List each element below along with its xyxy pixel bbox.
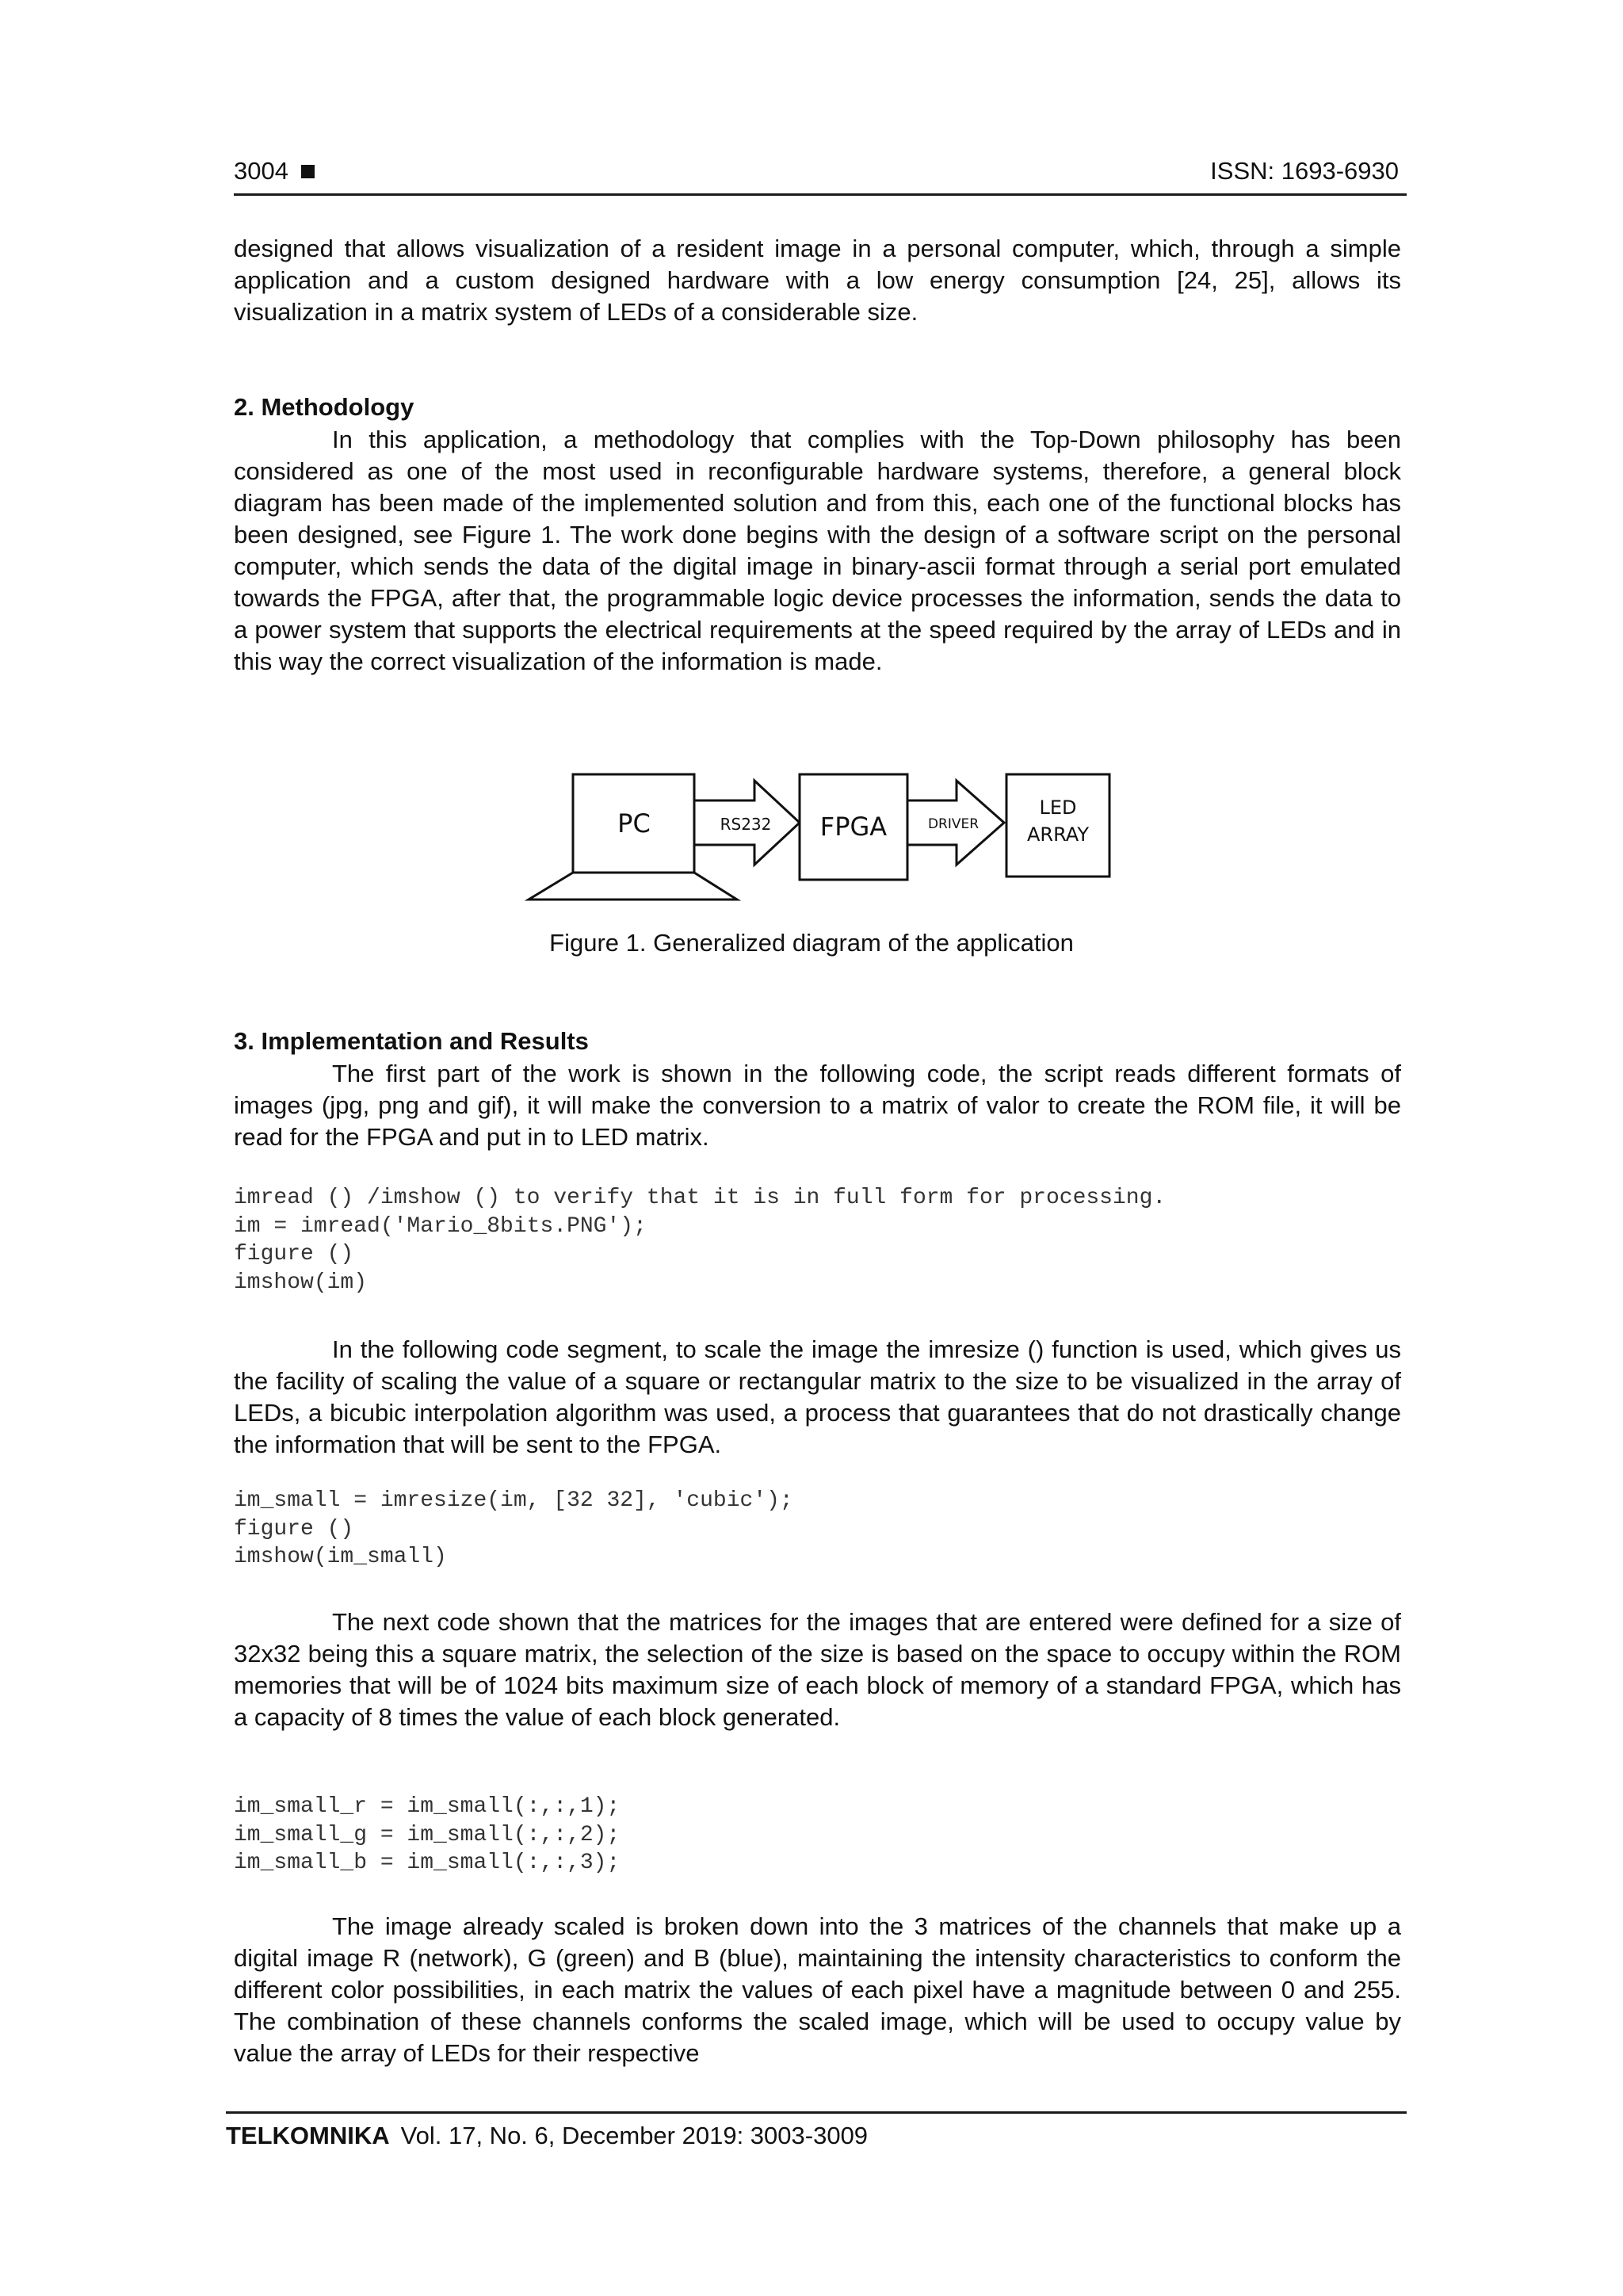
rs232-label: RS232 — [720, 815, 772, 834]
page-number: 3004 — [234, 157, 315, 185]
code-block-2 — [234, 1487, 1423, 1572]
led-label-line2: ARRAY — [1026, 823, 1090, 846]
implementation-paragraph-3: The next code shown that the matrices for the images that are entered were defined for a size of 32x32 being this a square matrix, the selection of the size is based on the space to occupy within the ROM memories that will be of 1024 bits maximum size of each block of memory of a standard FPGA, which has a capacity of 8 times the value of each block generated. — [234, 1608, 1401, 1731]
journal-name: TELKOMNIKA — [226, 2122, 390, 2149]
figure-1-caption: Figure 1. Generalized diagram of the application — [549, 929, 1074, 957]
issn: ISSN: 1693-6930 — [1210, 157, 1399, 185]
implementation-paragraph-2: In the following code segment, to scale the image the imresize () function is used, which gives us the facility of scaling the value of a square or rectangular matrix to the size to be visualized in the array of LEDs, a bicubic interpolation algorithm was used, a process that guarantees that do not drastically change the information that will be sent to the FPGA. — [234, 1335, 1401, 1458]
code-line: im_small_g = im_small(:,:,2); — [234, 1822, 621, 1847]
code-line: im = imread('Mario_8bits.PNG'); — [234, 1213, 647, 1239]
code-line: im_small_r = im_small(:,:,1); — [234, 1794, 621, 1819]
code-block-1 — [234, 1184, 1423, 1297]
code-line: figure () — [234, 1242, 354, 1266]
driver-label: DRIVER — [927, 816, 980, 832]
implementation-paragraph-4: The image already scaled is broken down into the 3 matrices of the channels that make up a digital image R (network), G (green) and B (blue), maintaining the intensity characteristics to conform the different color possibilities, in each matrix the values of each pixel have a magnitude between 0 and 255. The combination of these channels conforms the scaled image, which will be used to occupy value by value the array of LEDs for their respective — [234, 1912, 1401, 2067]
intro-paragraph: designed that allows visualization of a resident image in a personal computer, which, through a simple application and a custom designed hardware with a low energy consumption [24, 25], allows its visualization in a matrix system of LEDs of a considerable size. — [234, 235, 1401, 326]
code-line: imshow(im_small) — [234, 1545, 447, 1569]
implementation-heading: 3. Implementation and Results — [234, 1027, 589, 1055]
methodology-paragraph: In this application, a methodology that complies with the Top-Down philosophy has been considered as one of the most used in reconfigurable hardware systems, therefore, a general block diagram has been made of the implemented solution and from this, each one of the functional blocks has been designed, see Figure 1. The work done begins with the design of a software script on the personal computer, which sends the data of the digital image in binary-ascii format through a serial port emulated towards the FPGA, after that, the programmable logic device processes the information, sends the data to a power system that supports the electrical requirements at the speed required by the array of LEDs and in this way the correct visualization of the information is made. — [234, 426, 1401, 675]
code-line: im_small = imresize(im, [32 32], 'cubic'); — [234, 1488, 793, 1513]
code-line: figure () — [234, 1516, 354, 1541]
figure-1-block-diagram — [507, 757, 1125, 919]
fpga-label: FPGA — [819, 812, 888, 842]
code-line: im_small_b = im_small(:,:,3); — [234, 1851, 621, 1875]
implementation-paragraph-1: The first part of the work is shown in the following code, the script reads different formats of images (jpg, png and gif), it will make the conversion to a matrix of valor to create the ROM file, it will be read for the FPGA and put in to LED matrix. — [234, 1060, 1401, 1151]
page-header — [234, 155, 1407, 196]
page-footer — [226, 2111, 1407, 2150]
pc-keyboard-base — [529, 873, 737, 900]
journal-citation: Vol. 17, No. 6, December 2019: 3003-3009 — [400, 2122, 869, 2149]
code-line: imshow(im) — [234, 1270, 368, 1295]
led-label-line1: LED — [1039, 797, 1077, 819]
code-block-3 — [234, 1793, 1423, 1878]
square-bullet-icon — [301, 165, 315, 178]
code-line: imread () /imshow () to verify that it is in full form for processing. — [234, 1186, 1167, 1210]
pc-label: PC — [617, 808, 651, 839]
methodology-heading: 2. Methodology — [234, 393, 414, 421]
